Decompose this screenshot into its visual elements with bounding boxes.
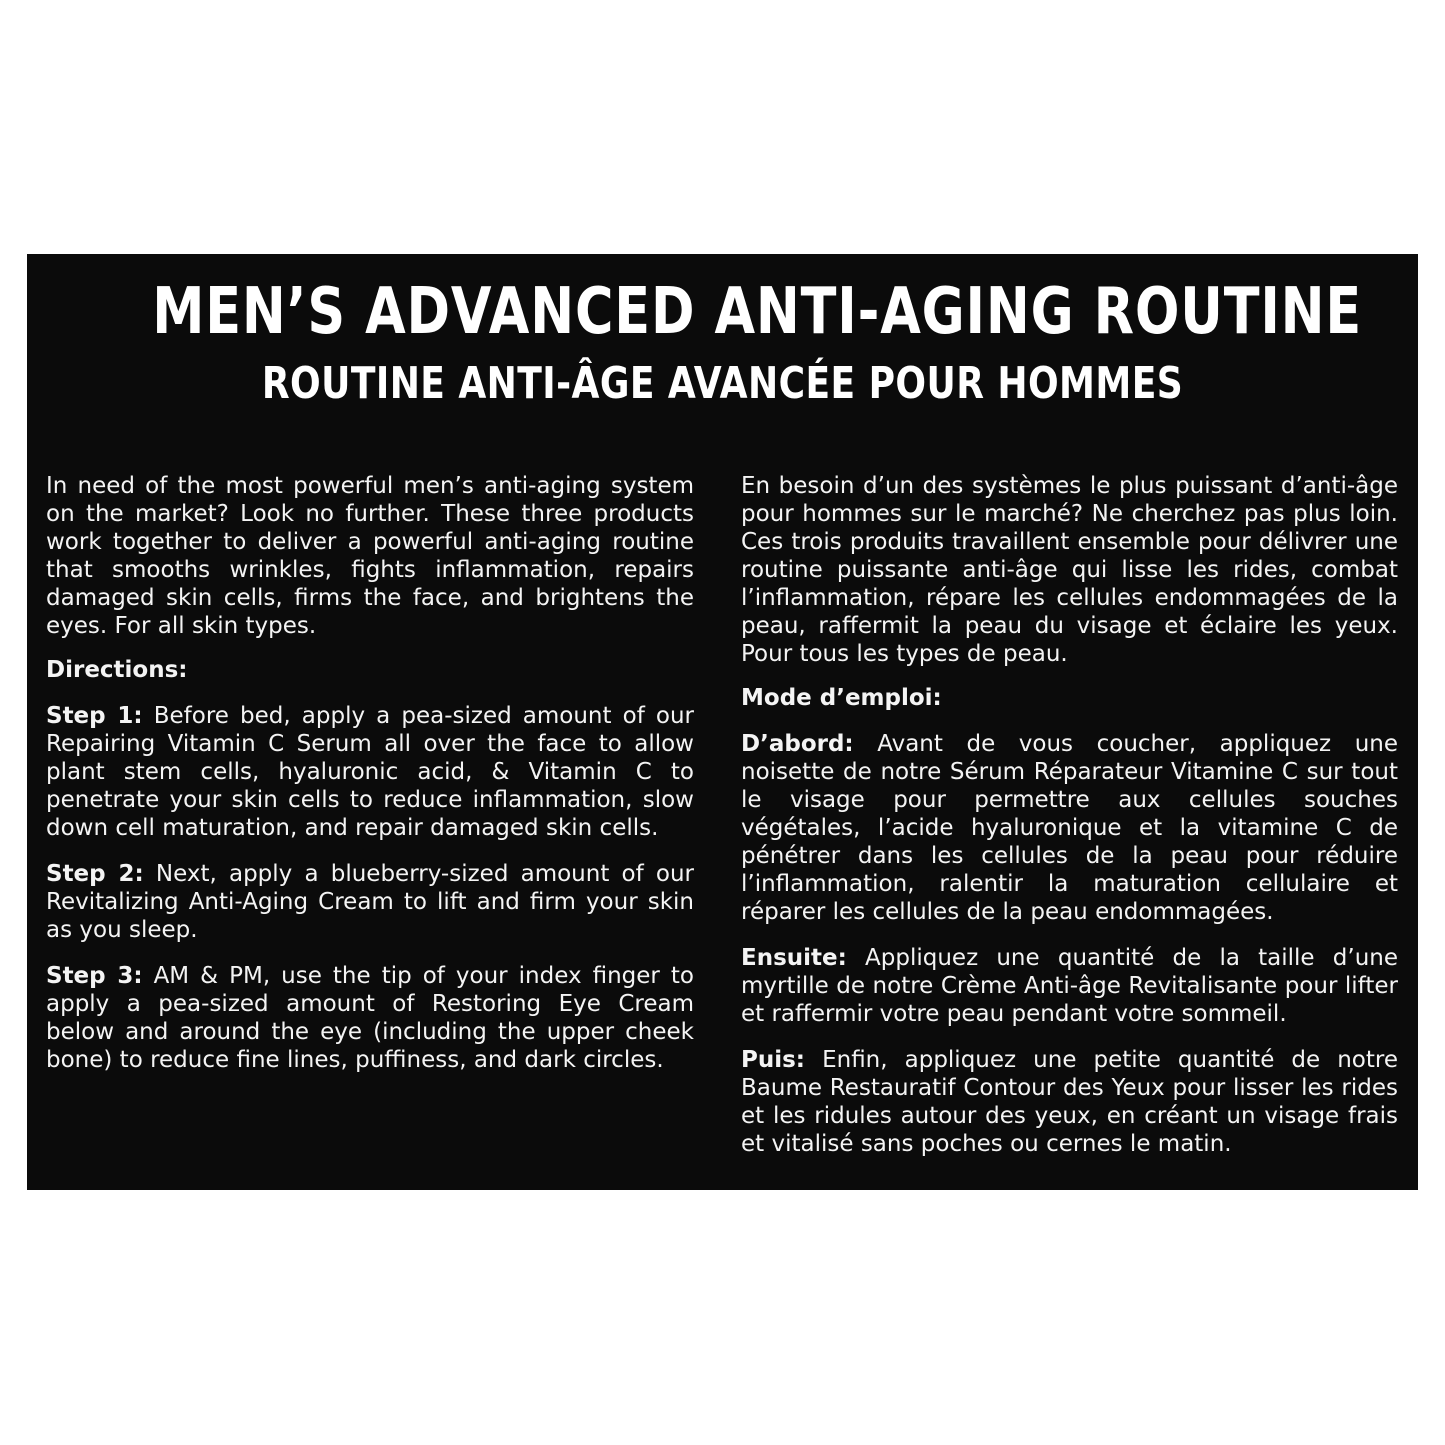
title-english: MEN’S ADVANCED ANTI-AGING ROUTINE <box>152 275 1363 349</box>
french-column <box>741 472 1398 1176</box>
step-text: Avant de vous coucher, appliquez une noisette de notre Sérum Réparateur Vitamine C sur tout le visage pour permettre aux cellules souches végétales, l’acide hyaluronique et la vitamine C de pénétrer dans les cellules de la peau pour réduire l’inflammation, ralentir la maturation cellulaire et réparer les cellules de la peau endommagées. <box>741 731 1398 925</box>
routine-panel <box>27 254 1418 1190</box>
english-intro: In need of the most powerful men’s anti-aging system on the market? Look no further. These three products work together to deliver a powerful anti-aging routine that smooths wrinkles, fights inflammation, repairs damaged skin cells, firms the face, and brightens the eyes. For all skin types. <box>46 473 694 639</box>
step-label: D’abord: <box>741 731 854 757</box>
step-label: Puis: <box>741 1047 806 1073</box>
french-directions-heading: Mode d’emploi: <box>741 685 942 711</box>
step-text: AM & PM, use the tip of your index finger to apply a pea-sized amount of Restoring Eye Cream below and around the eye (including the upper cheek bone) to reduce fine lines, puffiness, and dark circles. <box>46 963 694 1073</box>
title-french: ROUTINE ANTI-ÂGE AVANCÉE POUR HOMMES <box>261 358 1184 409</box>
french-intro: En besoin d’un des systèmes le plus puissant d’anti-âge pour hommes sur le marché? Ne cherchez pas plus loin. Ces trois produits travaillent ensemble pour délivrer une routine puissante anti-âge qui lisse les rides, combat l’inflammation, répare les cellules endommagées de la peau, raffermit la peau du visage et éclaire les yeux. Pour tous les types de peau. <box>741 473 1398 667</box>
french-step-2 <box>741 944 1398 1028</box>
step-label: Step 3: <box>46 963 143 989</box>
step-text: Next, apply a blueberry-sized amount of our Revitalizing Anti-Aging Cream to lift and firm your skin as you sleep. <box>46 861 694 943</box>
english-column <box>46 472 694 1092</box>
english-step-2 <box>46 860 694 944</box>
step-label: Step 2: <box>46 861 144 887</box>
french-step-1 <box>741 730 1398 926</box>
english-step-1 <box>46 702 694 842</box>
french-step-3 <box>741 1046 1398 1158</box>
step-text: Before bed, apply a pea-sized amount of our Repairing Vitamin C Serum all over the face to allow plant stem cells, hyaluronic acid, & Vitamin C to penetrate your skin cells to reduce inflammation, slow down cell maturation, and repair damaged skin cells. <box>46 703 694 841</box>
step-text: Enfin, appliquez une petite quantité de notre Baume Restauratif Contour des Yeux pour lisser les rides et les ridules autour des yeux, en créant un visage frais et vitalisé sans poches ou cernes le matin. <box>741 1047 1398 1157</box>
step-label: Ensuite: <box>741 945 847 971</box>
english-step-3 <box>46 962 694 1074</box>
step-label: Step 1: <box>46 703 143 729</box>
step-text: Appliquez une quantité de la taille d’une myrtille de notre Crème Anti-âge Revitalisante pour lifter et raffermir votre peau pendant votre sommeil. <box>741 945 1398 1027</box>
english-directions-heading: Directions: <box>46 657 188 683</box>
